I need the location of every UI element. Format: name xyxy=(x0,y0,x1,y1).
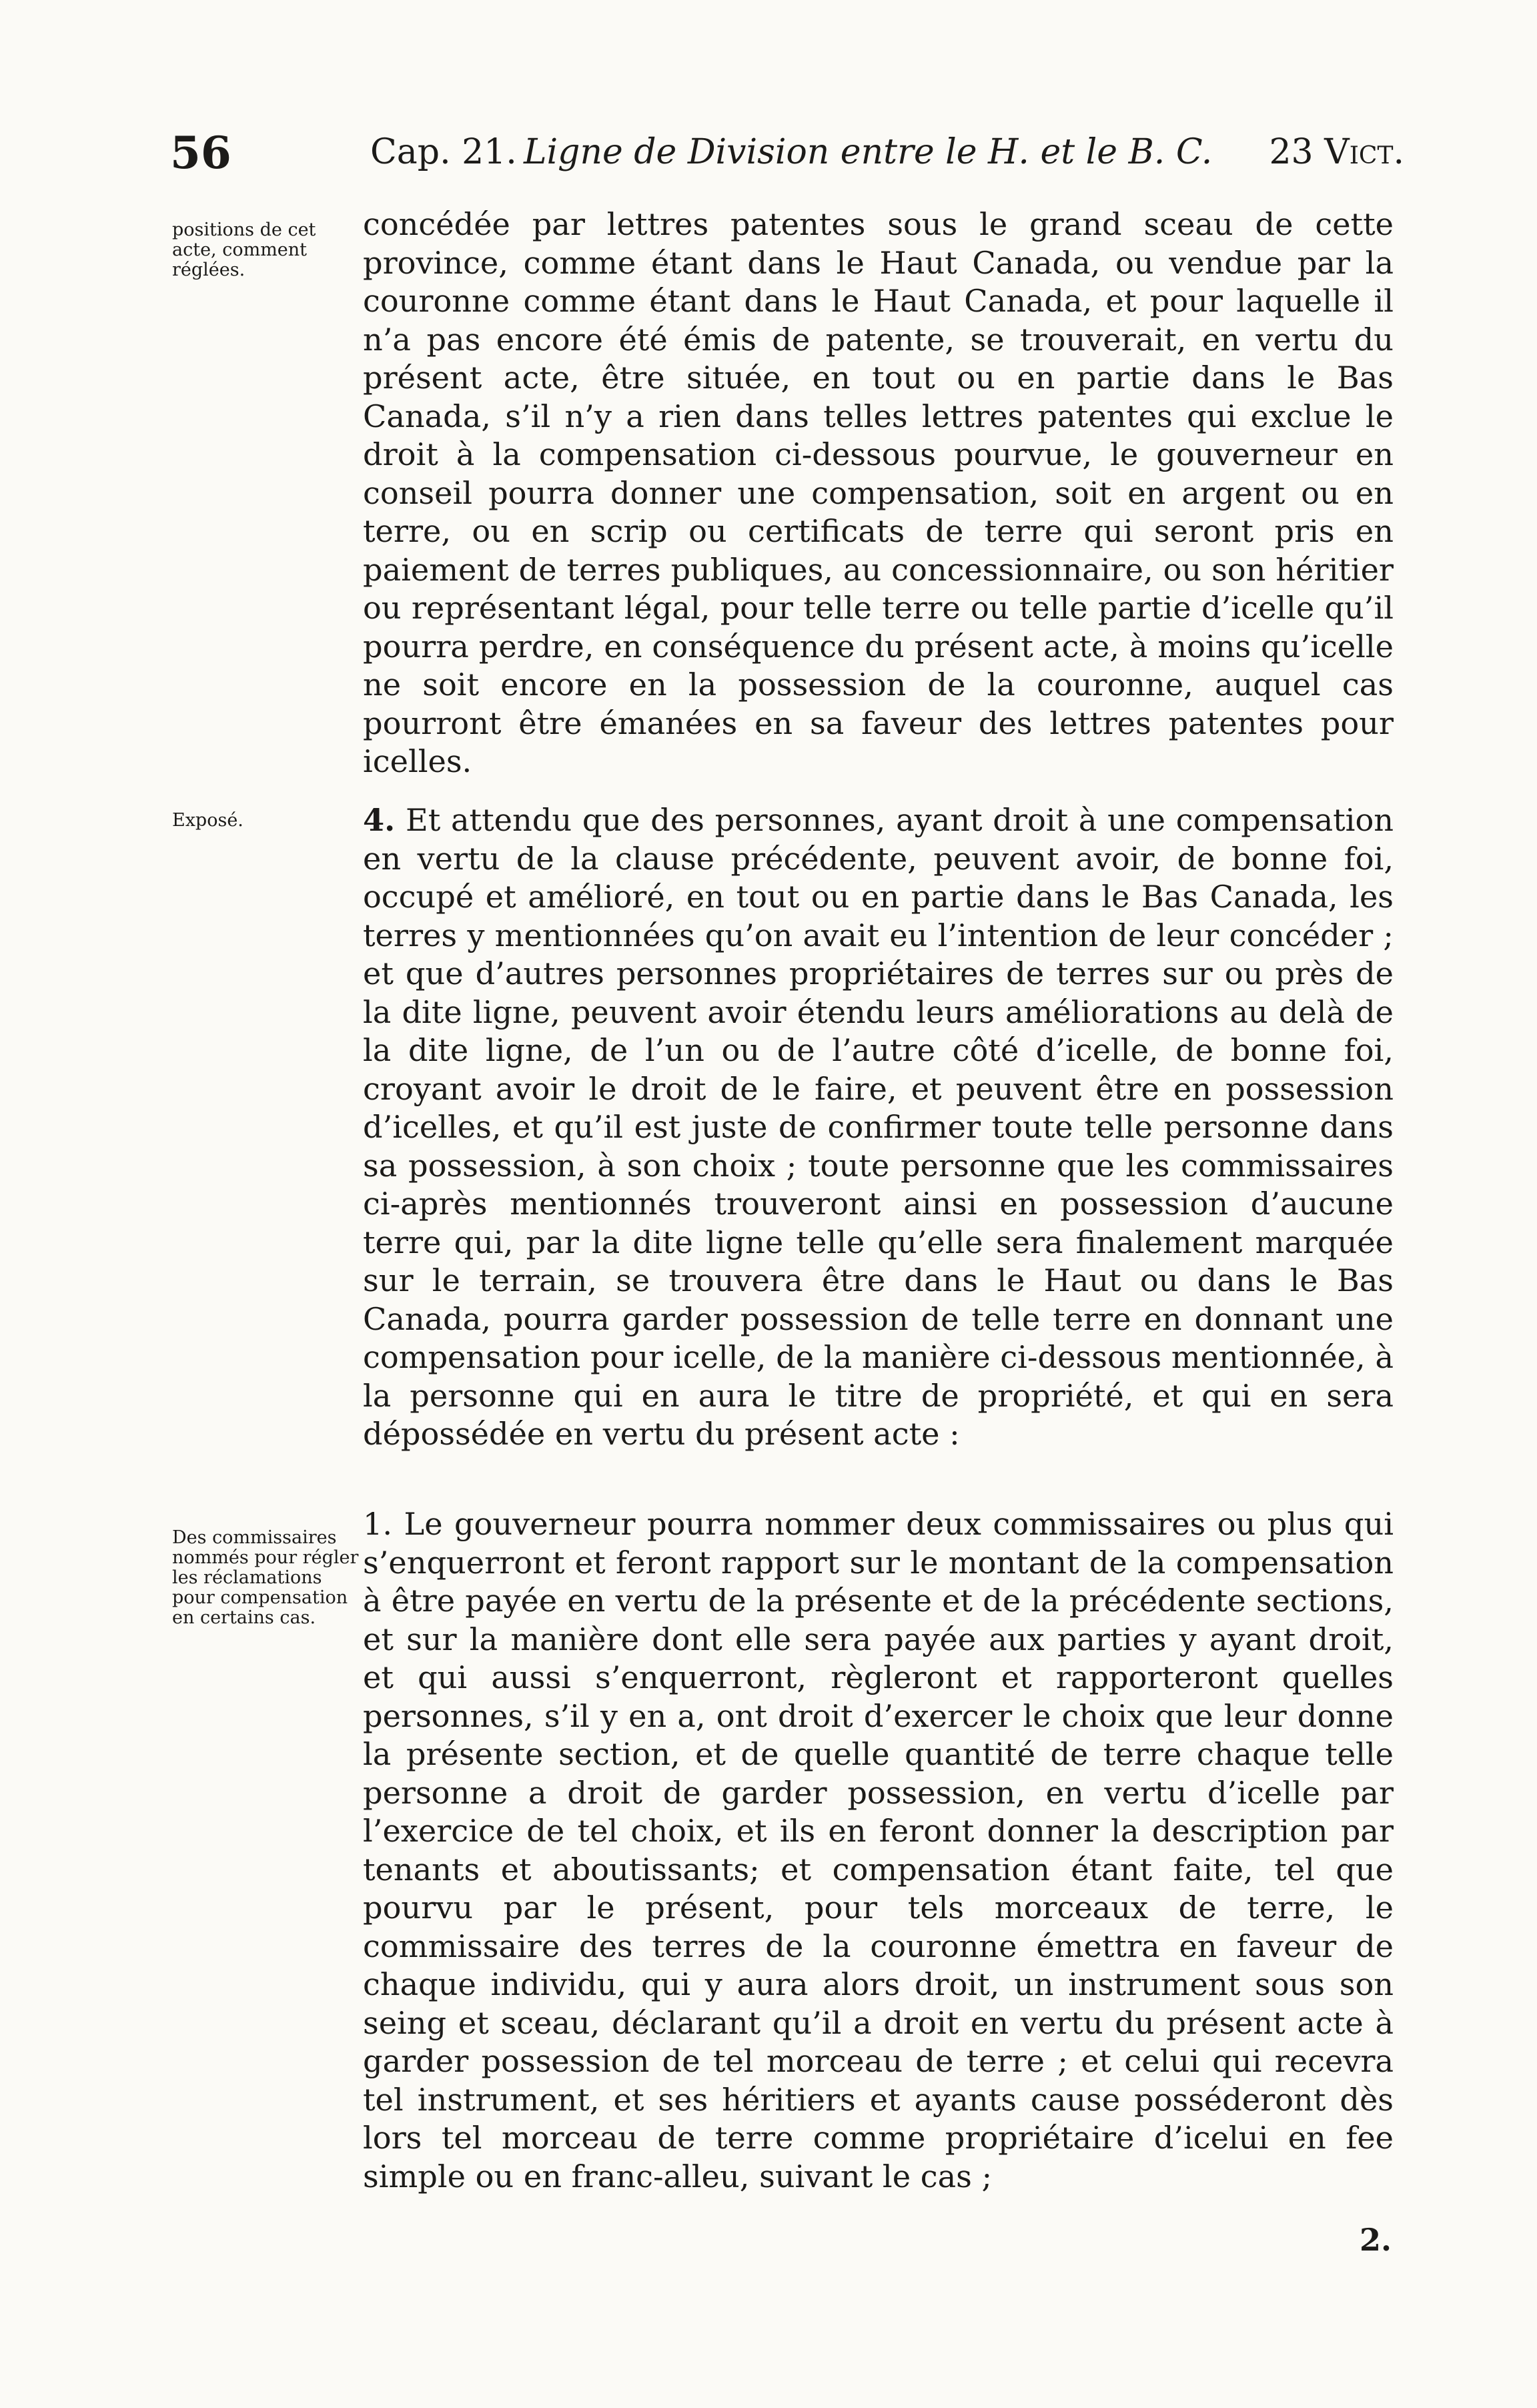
margin-note-commissaires: Des commissaires nommés pour régler les réclamations pour compensation en certains cas. xyxy=(172,1527,359,1628)
catchword: 2. xyxy=(1359,2222,1392,2258)
chapter-label: Cap. 21. xyxy=(370,132,517,172)
regnal-year: 23 Vict. xyxy=(1269,132,1404,172)
paragraph-concedee: concédée par lettres patentes sous le grand sceau de cette province, comme étant dans le Haut Canada, ou vendue par la couronne comme étant dans le Haut Canada, et pour laquelle il n’a pas encore été émis de patente, se trouverait, en vertu du présent acte, être située, en tout ou en partie dans le Bas Canada, s’il n’y a rien dans telles lettres patentes qui exclue le droit à la compensation ci-dessous pourvue, le gouverneur en conseil pourra donner une compensation, soit en argent ou en terre, ou en scrip ou certificats de terre qui seront pris en paiement de terres publiques, au concessionnaire, ou son héritier ou représentant légal, pour telle terre ou telle partie d’icelle qu’il pourra perdre, en conséquence du présent acte, à moins qu’icelle ne soit encore en la possession de la couronne, auquel cas pourront être émanées en sa faveur des lettres patentes pour icelles. xyxy=(363,206,1394,779)
page-number: 56 xyxy=(170,127,231,179)
margin-note-expose: Exposé. xyxy=(172,810,243,831)
subsection-1-text: Le gouverneur pourra nommer deux commissaires ou plus qui s’enquerront et feront rapport sur le montant de la compensation à être payée en vertu de la présente et de la précédente sections, et sur la manière dont elle sera payée aux parties y ayant droit, et qui aussi s’enquerront, règleront et rapporteront quelles personnes, s’il y en a, ont droit d’exercer le choix que leur donne la présente section, et de quelle quantité de terre chaque telle personne a droit de garder possession, en vertu d’icelle par l’exercice de tel choix, et ils en feront donner la description par tenants et aboutissants; et compensation étant faite, tel que pourvu par le présent, pour tels morceaux de terre, le commissaire des terres de la couronne émettra en faveur de chaque individu, qui y aura alors droit, un instrument sous son seing et sceau, déclarant qu’il a droit en vertu du présent acte à garder possession de tel morceau de terre ; et celui qui recevra tel instrument, et ses héritiers et ayants cause posséderont dès lors tel morceau de terre comme propriétaire d’icelui en fee simple ou en franc-alleu, suivant le cas ; xyxy=(363,1506,1394,2194)
section-number: 4. xyxy=(363,802,396,838)
margin-note-positions: positions de cet acte, comment réglées. xyxy=(172,220,316,280)
paragraph-section-4 xyxy=(363,801,1394,1454)
running-title: Ligne de Division entre le H. et le B. C. xyxy=(524,132,1213,172)
section-4-text: Et attendu que des personnes, ayant droit à une compensation en vertu de la clause précédente, peuvent avoir, de bonne foi, occupé et amélioré, en tout ou en partie dans le Bas Canada, les terres y mentionnées qu’on avait eu l’intention de leur concéder ; et que d’autres personnes propriétaires de terres sur ou près de la dite ligne, peuvent avoir étendu leurs améliorations au delà de la dite ligne, de l’un ou de l’autre côté d’icelle, de bonne foi, croyant avoir le droit de le faire, et peuvent être en possession d’icelles, et qu’il est juste de confirmer toute telle personne dans sa possession, à son choix ; toute personne que les commissaires ci-après mentionnés trouveront ainsi en possession d’aucune terre qui, par la dite ligne telle qu’elle sera finalement marquée sur le terrain, se trouvera être dans le Haut ou dans le Bas Canada, pourra garder possession de telle terre en donnant une compensation pour icelle, de la manière ci-dessous mentionnée, à la personne qui en aura le titre de propriété, et qui en sera dépossédée en vertu du présent acte : xyxy=(363,802,1394,1452)
paragraph-subsection-1 xyxy=(363,1505,1394,2196)
page-header xyxy=(170,127,1404,180)
subsection-number: 1. xyxy=(363,1506,393,1542)
